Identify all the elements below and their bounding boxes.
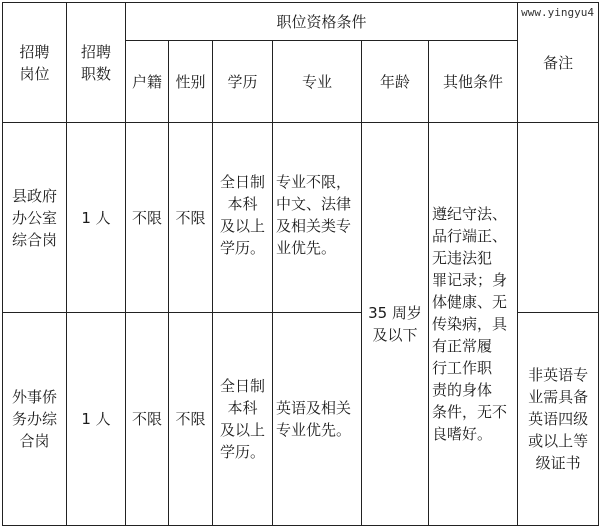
shared-age: 35 周岁 及以下 (362, 123, 429, 526)
row-major: 英语及相关 专业优先。 (273, 313, 362, 526)
row-count: 1 人 (67, 123, 126, 313)
row-education: 全日制 本科 及以上 学历。 (213, 123, 273, 313)
header-education: 学历 (213, 41, 273, 123)
header-hukou: 户籍 (126, 41, 169, 123)
header-age: 年龄 (362, 41, 429, 123)
watermark-text: www.yingyu4 (521, 6, 594, 19)
row-major: 专业不限， 中文、法律 及相关类专 业优先。 (273, 123, 362, 313)
row-education: 全日制 本科 及以上 学历。 (213, 313, 273, 526)
row-count: 1 人 (67, 313, 126, 526)
table-row (3, 123, 599, 313)
header-qualifications: 职位资格条件 (126, 3, 518, 41)
shared-other: 遵纪守法、 品行端正、 无违法犯 罪记录；身 体健康、无 传染病，具 有正常履 行工作职 责的身体 条件，无不 良嗜好。 (429, 123, 518, 526)
header-other: 其他条件 (429, 41, 518, 123)
row-gender: 不限 (169, 123, 213, 313)
row-hukou: 不限 (126, 123, 169, 313)
row-post: 县政府 办公室 综合岗 (3, 123, 67, 313)
recruitment-table (2, 2, 599, 526)
row-gender: 不限 (169, 313, 213, 526)
row-hukou: 不限 (126, 313, 169, 526)
header-major: 专业 (273, 41, 362, 123)
header-gender: 性别 (169, 41, 213, 123)
header-post: 招聘 岗位 (3, 3, 67, 123)
row-remarks: 非英语专 业需具备 英语四级 或以上等 级证书 (518, 313, 599, 526)
row-remarks (518, 123, 599, 313)
header-remarks: 备注 (518, 3, 599, 123)
row-post: 外事侨 务办综 合岗 (3, 313, 67, 526)
header-count: 招聘 职数 (67, 3, 126, 123)
